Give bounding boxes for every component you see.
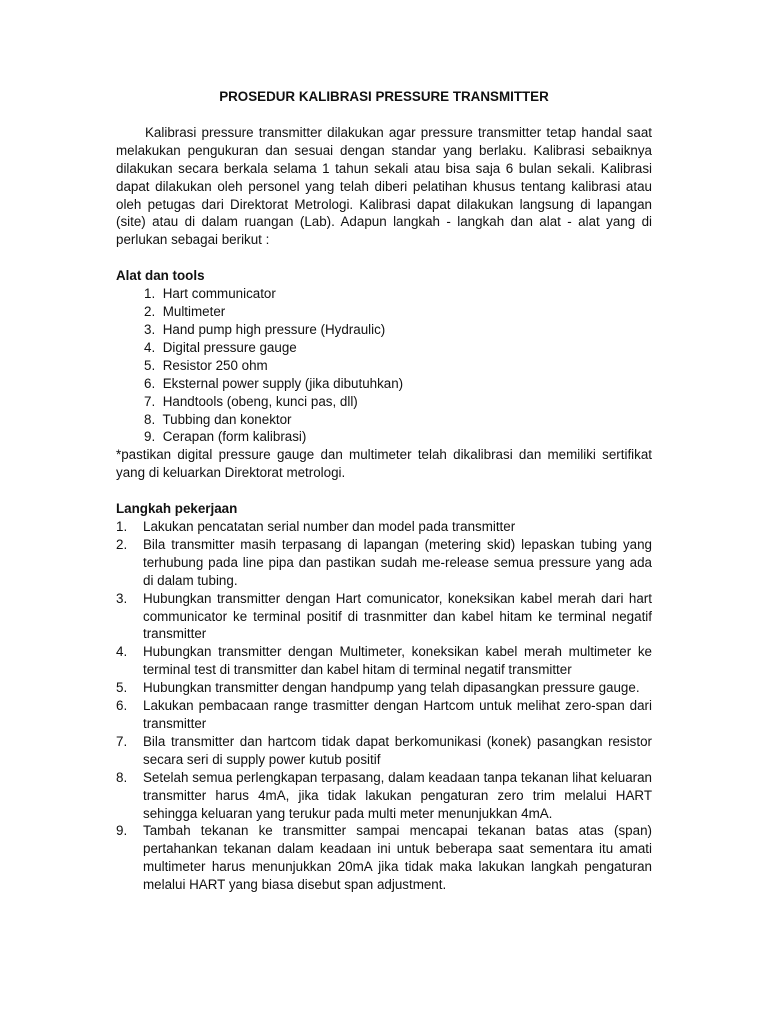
step-number: 1. bbox=[116, 519, 128, 535]
step-text: Setelah semua perlengkapan terpasang, dalam keadaan tanpa tekanan lihat keluaran transmitter harus 4mA, jika tidak lakukan pengaturan zero trim melalui HART sehingga keluaran yang terukur pada multi meter menunjukkan 4mA. bbox=[143, 769, 652, 821]
step-text: Lakukan pencatatan serial number dan model pada transmitter bbox=[143, 519, 516, 535]
list-item-text: Digital pressure gauge bbox=[162, 339, 297, 355]
steps-heading: Langkah pekerjaan bbox=[116, 501, 238, 517]
steps-list bbox=[116, 518, 652, 894]
step-number: 2. bbox=[116, 536, 128, 552]
tools-note: *pastikan digital pressure gauge dan multimeter telah dikalibrasi dan memiliki sertifikat yang di keluarkan Direktorat metrologi. bbox=[116, 447, 652, 481]
list-item-text: Handtools (obeng, kunci pas, dll) bbox=[162, 393, 358, 409]
list-item-text: Eksternal power supply (jika dibutuhkan) bbox=[162, 375, 404, 391]
list-item bbox=[116, 285, 652, 303]
step-text: Hubungkan transmitter dengan handpump yang telah dipasangkan pressure gauge. bbox=[143, 680, 640, 696]
list-item-text: Tubbing dan konektor bbox=[162, 411, 292, 427]
step-text: Hubungkan transmitter dengan Multimeter, koneksikan kabel merah multimeter ke terminal test di transmitter dan kabel hitam di terminal negatif transmitter bbox=[143, 644, 652, 678]
step-text: Bila transmitter dan hartcom tidak dapat berkomunikasi (konek) pasangkan resistor secara seri di supply power kutub positif bbox=[143, 733, 652, 767]
list-item bbox=[116, 357, 652, 375]
step-number: 3. bbox=[116, 590, 128, 606]
list-item-number: 3. bbox=[144, 321, 156, 337]
step-number: 8. bbox=[116, 769, 128, 785]
list-item-number: 1. bbox=[144, 286, 156, 302]
step-text: Bila transmitter masih terpasang di lapangan (metering skid) lepaskan tubing yang terhubung pada line pipa dan pastikan sudah me-release semua pressure yang ada di dalam tubing. bbox=[143, 536, 652, 588]
step-item bbox=[116, 518, 652, 536]
list-item-number: 5. bbox=[144, 357, 156, 373]
step-number: 9. bbox=[116, 823, 128, 839]
list-item-number: 6. bbox=[144, 375, 156, 391]
list-item-text: Multimeter bbox=[162, 304, 226, 320]
step-item bbox=[116, 590, 652, 644]
step-item bbox=[116, 643, 652, 679]
list-item-number: 2. bbox=[144, 304, 156, 320]
list-item bbox=[116, 393, 652, 411]
step-item bbox=[116, 536, 652, 590]
step-number: 4. bbox=[116, 644, 128, 660]
step-number: 7. bbox=[116, 733, 128, 749]
list-item-text: Resistor 250 ohm bbox=[162, 357, 268, 373]
document-title: PROSEDUR KALIBRASI PRESSURE TRANSMITTER bbox=[219, 89, 549, 104]
list-item bbox=[116, 339, 652, 357]
step-number: 5. bbox=[116, 680, 128, 696]
list-item bbox=[116, 303, 652, 321]
step-text: Tambah tekanan ke transmitter sampai mencapai tekanan batas atas (span) pertahankan tekanan dalam keadaan ini untuk beberapa saat sementara itu amati multimeter harus menunjukkan 20mA jika tidak maka lakukan langkah pengaturan melalui HART yang biasa disebut span adjustment. bbox=[143, 823, 652, 893]
list-item-text: Hart communicator bbox=[162, 286, 276, 302]
list-item-text: Hand pump high pressure (Hydraulic) bbox=[162, 321, 386, 337]
list-item bbox=[116, 321, 652, 339]
list-item-text: Cerapan (form kalibrasi) bbox=[162, 429, 307, 445]
step-item bbox=[116, 769, 652, 823]
step-item bbox=[116, 697, 652, 733]
intro-paragraph: Kalibrasi pressure transmitter dilakukan agar pressure transmitter tetap handal saat melakukan pengukuran dan sesuai dengan standar yang berlaku. Kalibrasi sebaiknya dilakukan secara berkala selama 1 tahun sekali atau bisa saja 6 bulan sekali. Kalibrasi dapat dilakukan oleh personel yang telah diberi pelatihan khusus tentang kalibrasi atau oleh petugas dari Direktorat Metrologi. Kalibrasi dapat dilakukan langsung di lapangan (site) atau di dalam ruangan (Lab). Adapun langkah - langkah dan alat - alat yang di perlukan sebagai berikut : bbox=[116, 124, 652, 248]
list-item bbox=[116, 428, 652, 446]
step-text: Lakukan pembacaan range trasmitter dengan Hartcom untuk melihat zero-span dari transmitter bbox=[143, 698, 652, 731]
step-text: Hubungkan transmitter dengan Hart comunicator, koneksikan kabel merah dari hart communicator ke terminal positif di trasnmitter dan kabel hitam ke terminal negatif transmitter bbox=[143, 590, 652, 642]
step-item bbox=[116, 733, 652, 769]
step-number: 6. bbox=[116, 698, 128, 714]
step-item bbox=[116, 822, 652, 894]
list-item-number: 7. bbox=[144, 393, 156, 409]
list-item-number: 4. bbox=[144, 339, 156, 355]
list-item bbox=[116, 375, 652, 393]
list-item-number: 9. bbox=[144, 429, 156, 445]
list-item bbox=[116, 411, 652, 429]
step-item bbox=[116, 679, 652, 697]
list-item-number: 8. bbox=[144, 411, 156, 427]
tools-heading: Alat dan tools bbox=[116, 268, 205, 284]
tools-list bbox=[116, 285, 652, 446]
